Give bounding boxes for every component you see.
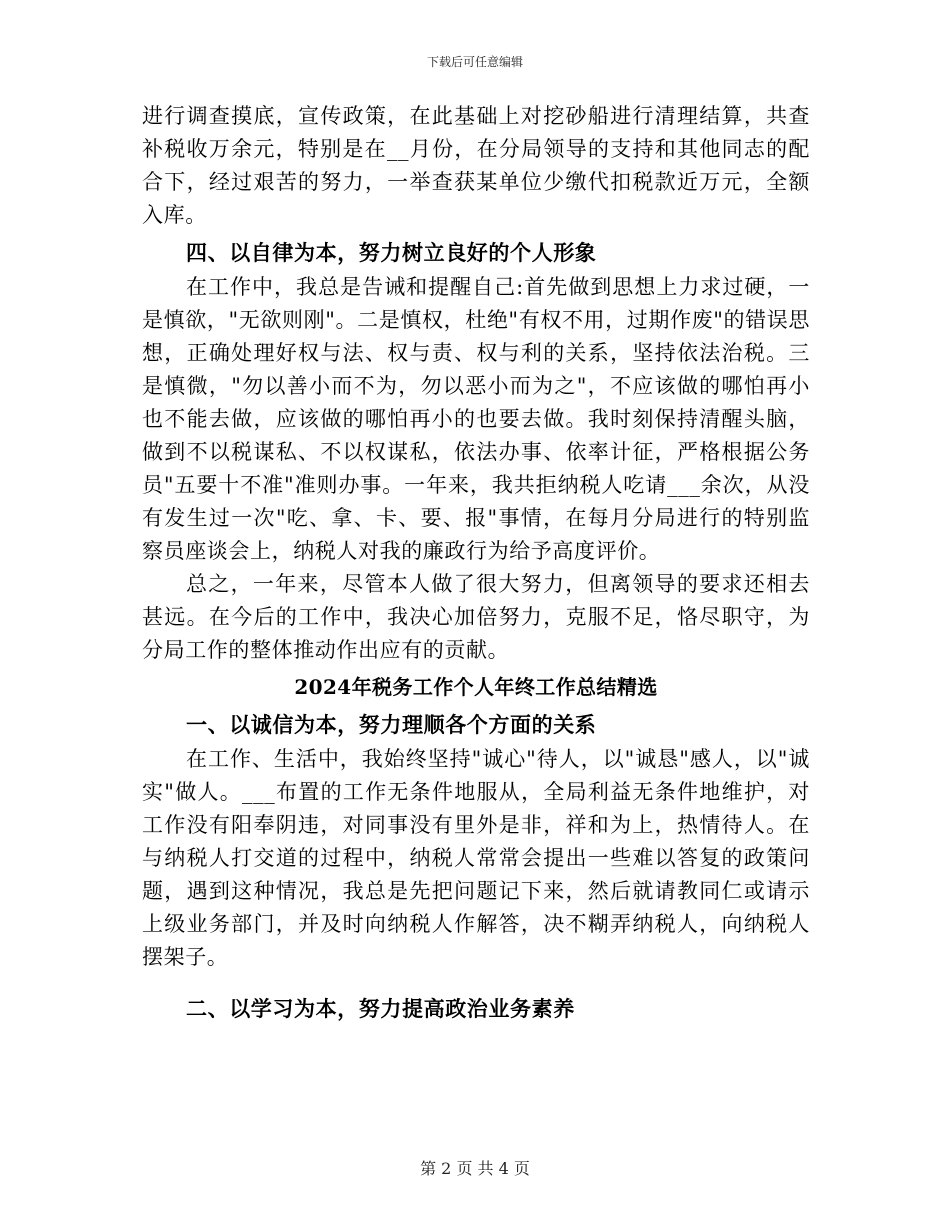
section-heading-one: 一、以诚信为本，努力理顺各个方面的关系 [186,712,597,737]
paragraph-conclusion: 总之，一年来，尽管本人做了很大努力，但离领导的要求还相去甚远。在今后的工作中，我决心加倍努力，克服不足，恪尽职守，为分局工作的整体推动作出应有的贡献。 [142,572,810,662]
document-title: 2024年税务工作个人年终工作总结精选 [294,675,658,699]
paragraph-self-discipline: 在工作中，我总是告诫和提醒自己:首先做到思想上力求过硬，一是慎欲，"无欲则刚"。二是慎权，杜绝"有权不用，过期作废"的错误思想，正确处理好权与法、权与责、权与利的关系，坚持依法治税。三是慎微，"勿以善小而不为，勿以恶小而为之"，不应该做的哪怕再小也不能去做，应该做的哪怕再小的也要去做。我时刻保持清醒头脑，做到不以税谋私、不以权谋私，依法办事、依率计征，严格根据公务员"五要十不准"准则办事。一年来，我共拒纳税人吃请___余次，从没有发生过一次"吃、拿、卡、要、报"事情，在每月分局进行的特别监察员座谈会上，纳税人对我的廉政行为给予高度评价。 [142,275,810,563]
section-heading-two: 二、以学习为本，努力提高政治业务素养 [186,996,575,1021]
page-header-note: 下载后可任意编辑 [426,55,523,69]
spacer [142,974,810,988]
document-body [142,100,810,1027]
paragraph-continued: 进行调查摸底，宣传政策，在此基础上对挖砂船进行清理结算，共查补税收万余元，特别是在__月份，在分局领导的支持和其他同志的配合下，经过艰苦的努力，一举查获某单位少缴代扣税款近万元，全额入库。 [142,104,810,227]
page-number-footer: 第 2 页 共 4 页 [420,1159,530,1178]
paragraph-integrity: 在工作、生活中，我始终坚持"诚心"待人，以"诚恳"感人，以"诚实"做人。___布置的工作无条件地服从，全局利益无条件地维护，对工作没有阳奉阴违，对同事没有里外是非，祥和为上，热情待人。在与纳税人打交道的过程中，纳税人常常会提出一些难以答复的政策问题，遇到这种情况，我总是先把问题记下来，然后就请教同仁或请示上级业务部门，并及时向纳税人作解答，决不糊弄纳税人，向纳税人摆架子。 [142,747,810,969]
section-heading-four: 四、以自律为本，努力树立良好的个人形象 [186,240,597,265]
